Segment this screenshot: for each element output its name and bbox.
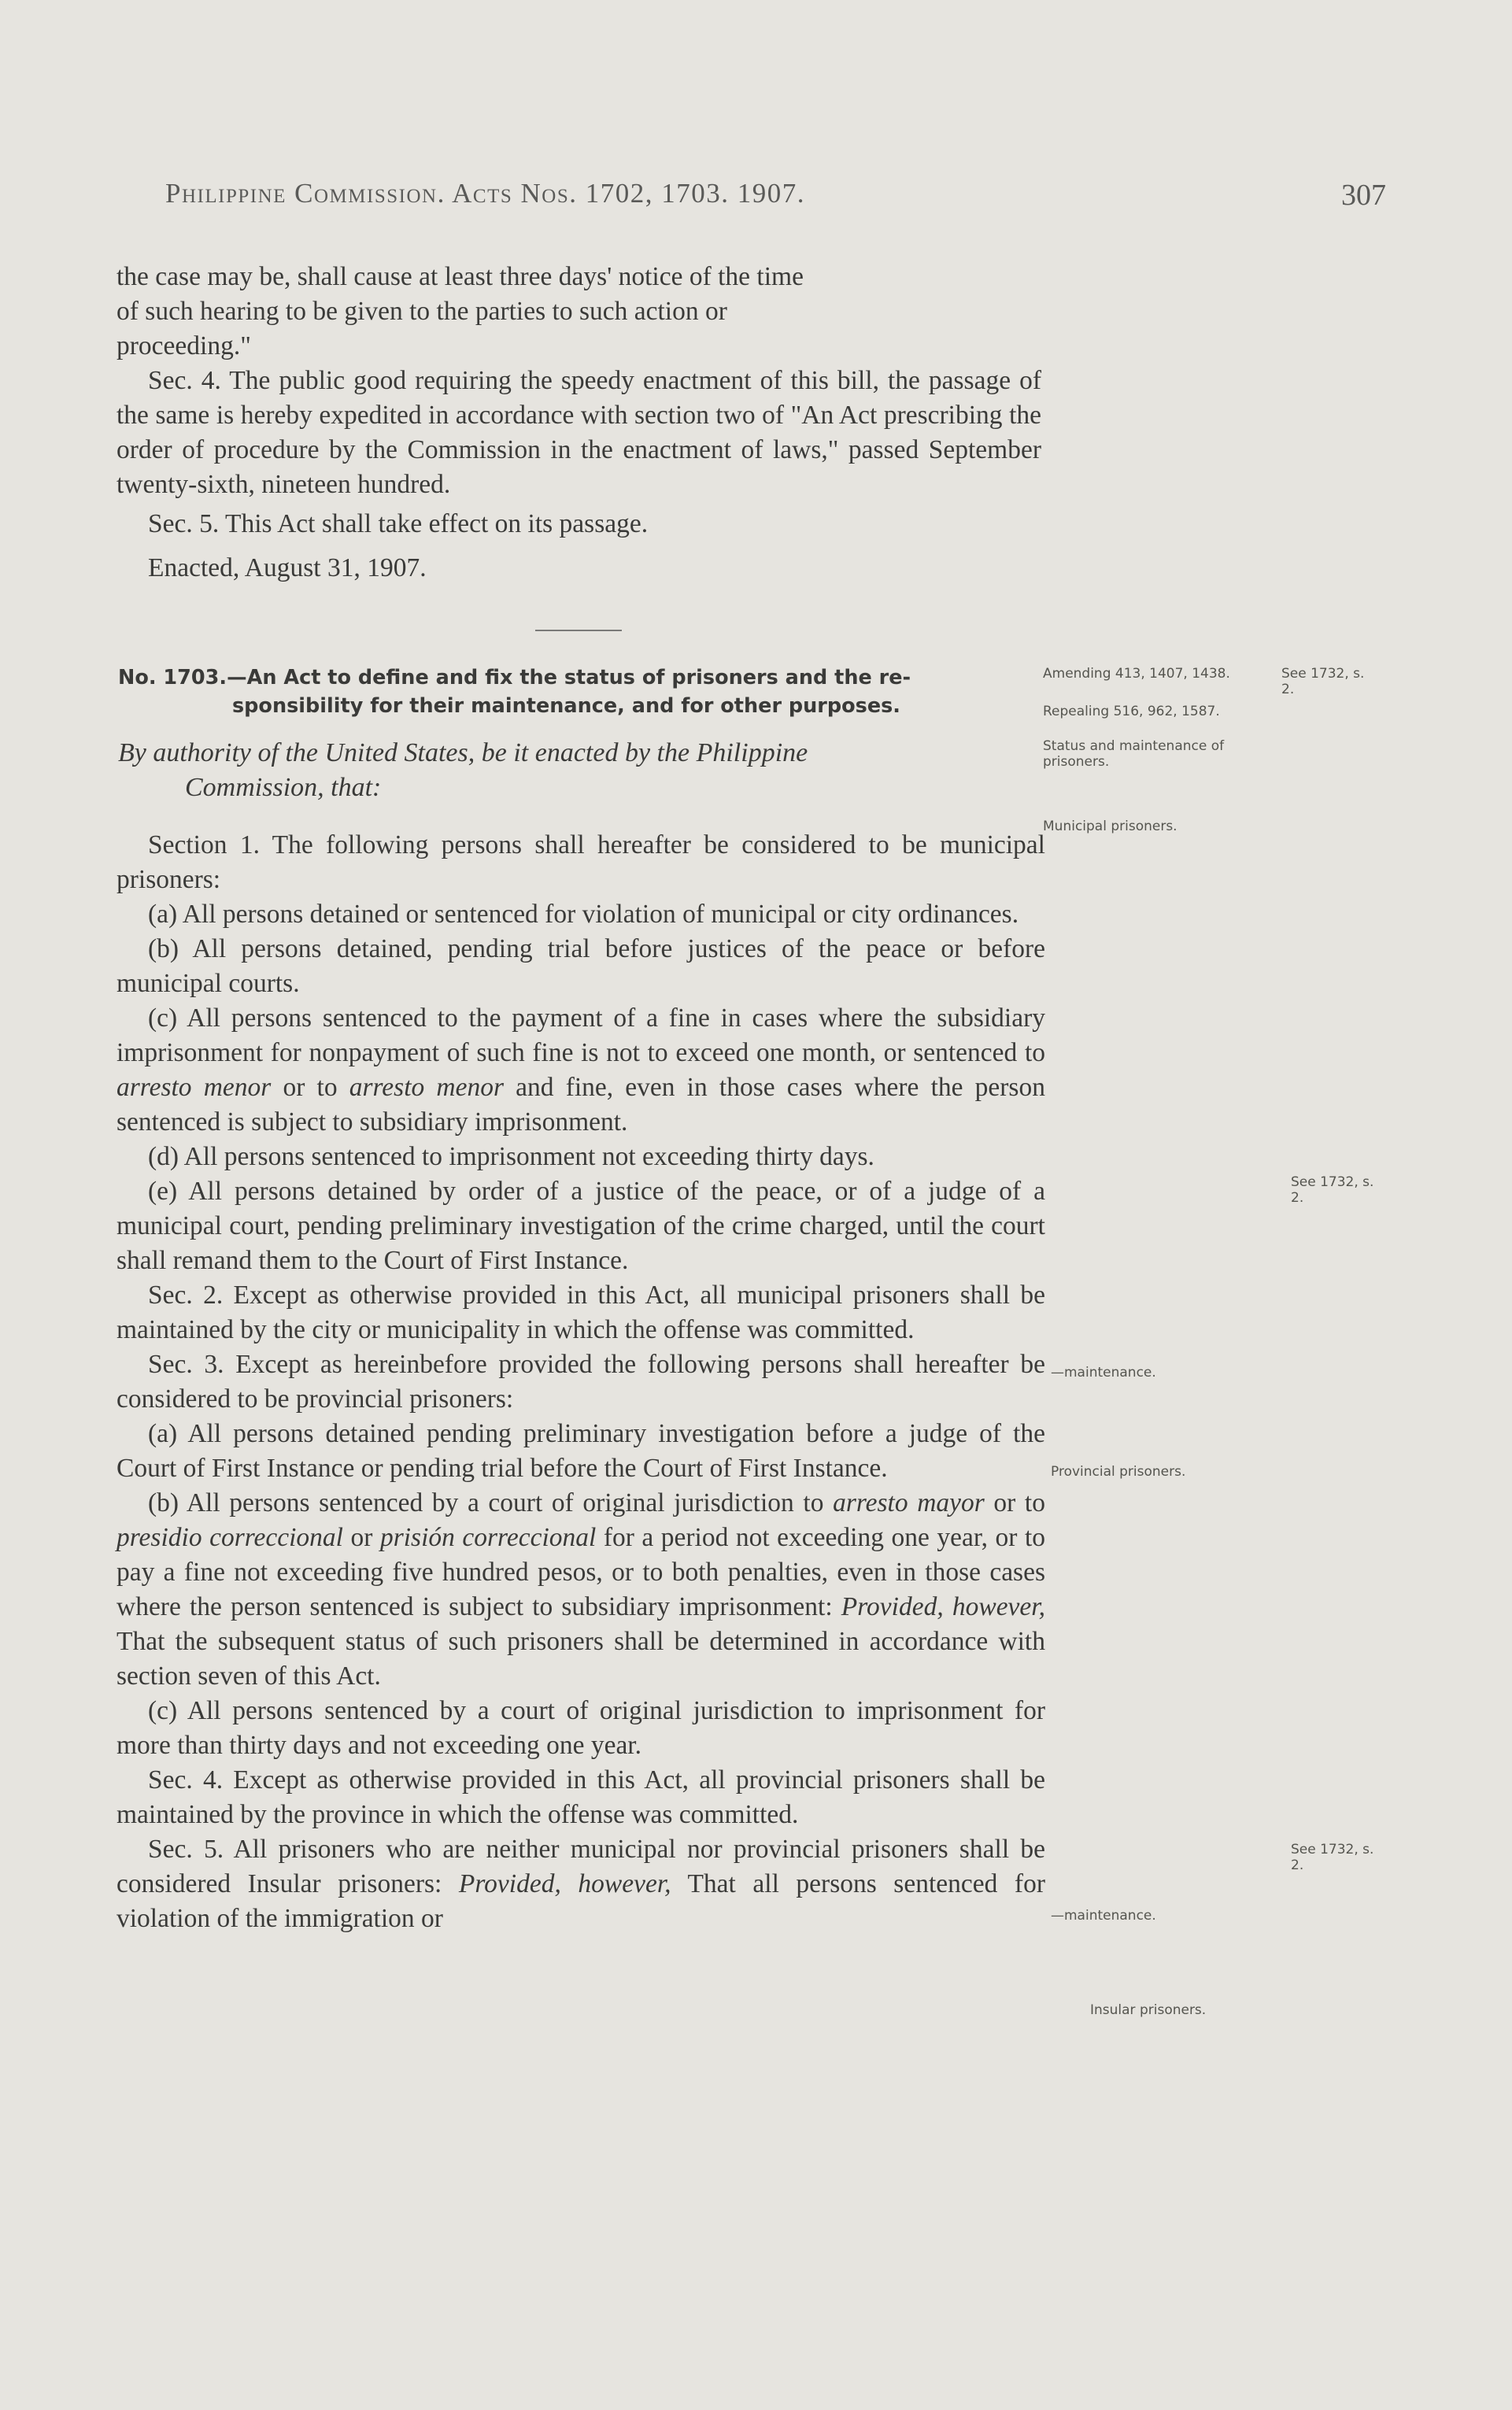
- section-5-previous: Sec. 5. This Act shall take effect on its passage.: [148, 509, 649, 538]
- margin-note-amending: Amending 413, 1407, 1438.: [1043, 666, 1230, 682]
- running-header: [0, 178, 1512, 225]
- section-1-d: (d) All persons sentenced to imprisonment not exceeding thirty days.: [148, 1142, 874, 1171]
- section-3-b: (b) All persons sentenced by a court of original jurisdiction to arresto mayor or to presidio correccional or prisión correccional for a period not exceeding one year, or to pay a fine not exceeding five hundred pesos, or to both penalties, even in those cases where the person sentenced is subject to subsidiary imprisonment: Provided, however, That the subsequent status of such prisoners shall be determined in accordance with section seven of this Act.: [116, 1488, 1046, 1691]
- act-body: [116, 828, 1045, 1936]
- margin-note-see-1732: See 1732, s. 2.: [1291, 1174, 1374, 1206]
- section-2: Sec. 2. Except as otherwise provided in this Act, all municipal prisoners shall be maintained by the city or municipality in which the offense was committed.: [116, 1281, 1045, 1344]
- enacting-clause-line-2: Commission, that:: [185, 773, 382, 802]
- margin-note-municipal: Municipal prisoners.: [1043, 819, 1177, 834]
- text-line: the case may be, shall cause at least three days' notice of the time: [116, 262, 804, 291]
- section-3: Sec. 3. Except as hereinbefore provided the following persons shall hereafter be considered to be provincial prisoners:: [116, 1350, 1045, 1414]
- section-5: Sec. 5. All prisoners who are neither municipal nor provincial prisoners shall be considered Insular prisoners: Provided, however, That all persons sentenced for violation of the immigration or: [116, 1835, 1045, 1933]
- margin-note-provincial: Provincial prisoners.: [1051, 1464, 1186, 1480]
- section-divider: [535, 630, 622, 631]
- text-line: proceeding.": [116, 331, 251, 360]
- act-title: [118, 663, 1039, 805]
- margin-note-see-1732: See 1732, s. 2.: [1281, 666, 1365, 697]
- header-title: Philippine Commission. Acts Nos. 1702, 1703. 1907.: [165, 178, 806, 209]
- text-line: of such hearing to be given to the parties to such action or: [116, 297, 727, 326]
- section-1-e: (e) All persons detained by order of a justice of the peace, or of a judge of a municipal court, pending preliminary investigation of the crime charged, until the court shall remand them to the Court of First Instance.: [116, 1177, 1045, 1275]
- section-1-b: (b) All persons detained, pending trial before justices of the peace or before municipal courts.: [116, 934, 1045, 998]
- enacting-clause-line-1: By authority of the United States, be it enacted by the Philippine: [118, 738, 808, 767]
- section-4: Sec. 4. Except as otherwise provided in this Act, all provincial prisoners shall be maintained by the province in which the offense was committed.: [116, 1765, 1045, 1829]
- margin-note-status: Status and maintenance of prisoners.: [1043, 738, 1225, 770]
- margin-note-insular: Insular prisoners.: [1090, 2002, 1207, 2018]
- section-1-c: (c) All persons sentenced to the payment of a fine in cases where the subsidiary imprisonment for nonpayment of such fine is not to exceed one month, or sentenced to arresto menor or to arresto menor and fine, even in those cases where the person sentenced is subject to subsidiary imprisonment.: [116, 1004, 1045, 1137]
- margin-note-maintenance: —maintenance.: [1051, 1908, 1156, 1924]
- section-1-a: (a) All persons detained or sentenced for violation of municipal or city ordinances.: [148, 900, 1019, 929]
- section-3-a: (a) All persons detained pending preliminary investigation before a judge of the Court of First Instance or pending trial before the Court of First Instance.: [116, 1419, 1045, 1483]
- enacted-date: Enacted, August 31, 1907.: [148, 553, 427, 582]
- act-title-line-1: No. 1703.—An Act to define and fix the status of prisoners and the re-: [118, 666, 911, 689]
- margin-note-repealing: Repealing 516, 962, 1587.: [1043, 704, 1220, 719]
- margin-note-maintenance: —maintenance.: [1051, 1365, 1156, 1381]
- section-4-previous: Sec. 4. The public good requiring the speedy enactment of this bill, the passage of the same is hereby expedited in accordance with section two of "An Act prescribing the order of procedure by the Commission in the enactment of laws," passed September twenty-sixth, nineteen hundred.: [116, 366, 1041, 499]
- act-title-line-2: sponsibility for their maintenance, and for other purposes.: [232, 694, 900, 718]
- section-3-c: (c) All persons sentenced by a court of original jurisdiction to imprisonment for more than thirty days and not exceeding one year.: [116, 1696, 1045, 1760]
- page-number: 307: [1341, 179, 1386, 212]
- section-1: Section 1. The following persons shall hereafter be considered to be municipal prisoners:: [116, 830, 1045, 894]
- previous-act-text: [116, 260, 1041, 586]
- margin-note-see-1732: See 1732, s. 2.: [1291, 1842, 1374, 1873]
